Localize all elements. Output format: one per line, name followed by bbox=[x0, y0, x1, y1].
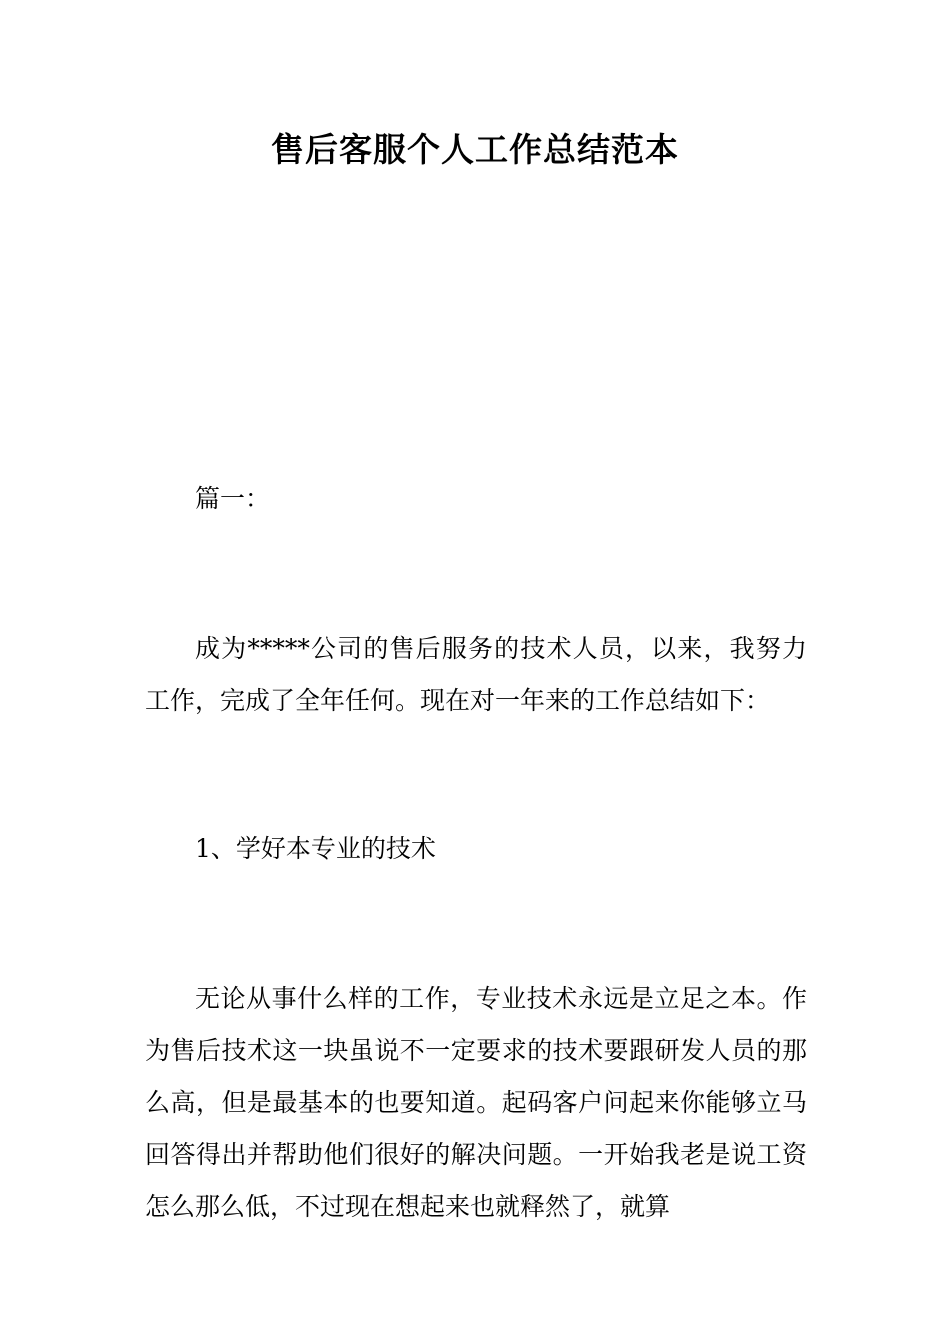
intro-paragraph: 成为*****公司的售后服务的技术人员，以来，我努力工作，完成了全年任何。现在对一年来的工作总结如下： bbox=[145, 634, 807, 715]
part-heading: 篇一： bbox=[195, 484, 271, 513]
body-paragraph: 无论从事什么样的工作，专业技术永远是立足之本。作为售后技术这一块虽说不一定要求的技术要跟研发人员的那么高，但是最基本的也要知道。起码客户问起来你能够立马回答得出并帮助他们很好的解决问题。一开始我老是说工资怎么那么低，不过现在想起来也就释然了，就算 bbox=[145, 984, 807, 1221]
section-heading-1: 1、学好本专业的技术 bbox=[195, 834, 436, 863]
document-title: 售后客服个人工作总结范本 bbox=[271, 130, 679, 169]
